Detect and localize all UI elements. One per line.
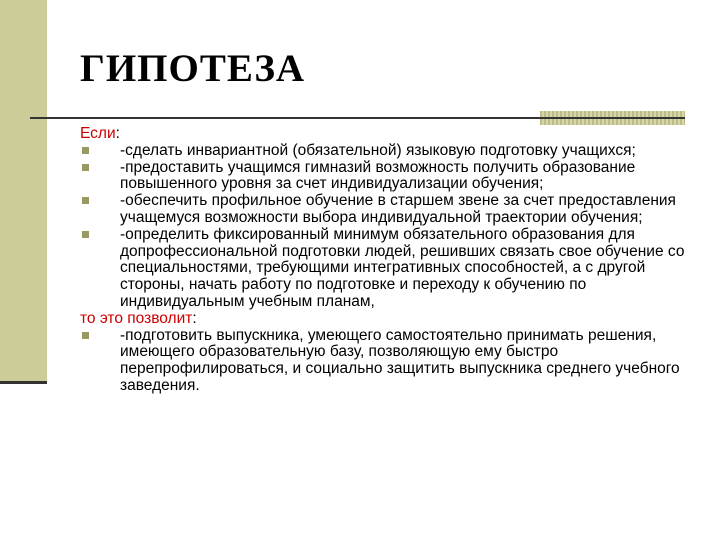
slide-body [80, 126, 692, 395]
then-heading [80, 311, 692, 328]
square-bullet-icon [80, 193, 120, 210]
list-item-text: -обеспечить профильное обучение в старшем звене за счет предоставления учащемуся возможности выбора индивидуальной траектории обучения; [120, 192, 676, 226]
if-label: Если [80, 125, 116, 142]
if-colon: : [115, 125, 120, 142]
list-item-text: -определить фиксированный минимум обязательного образования для допрофессиональной подготовки людей, решивших связать свое обучение со специальностями, требующими интегративных способностей, а с другой стороны, начать работу по подготовке и переходу к обучению по индивидуальным учебным планам, [120, 225, 685, 310]
slide-title: ГИПОТЕЗА [80, 47, 306, 90]
list-item-text: -сделать инвариантной (обязательной) языковую подготовку учащихся; [120, 141, 636, 159]
then-colon: : [192, 309, 197, 327]
then-label: то это позволит [80, 309, 193, 327]
left-band-underline [0, 381, 47, 384]
title-divider [30, 117, 685, 119]
list-item [80, 227, 692, 311]
square-bullet-icon [80, 143, 120, 160]
left-decor-band [0, 0, 47, 384]
list-item [80, 328, 692, 395]
list-item-text: -подготовить выпускника, умеющего самостоятельно принимать решения, имеющего образовательную базу, позволяющую ему быстро перепрофилироваться, и социально защитить выпускника среднего учебного заведения. [120, 326, 680, 394]
square-bullet-icon [80, 328, 120, 345]
if-heading [80, 126, 692, 143]
list-item [80, 193, 692, 227]
list-item [80, 160, 692, 194]
list-item-text: -предоставить учащимся гимназий возможность получить образование повышенного уровня за счет индивидуализации обучения; [120, 158, 636, 193]
square-bullet-icon [80, 160, 120, 177]
list-item [80, 143, 692, 160]
square-bullet-icon [80, 227, 120, 244]
